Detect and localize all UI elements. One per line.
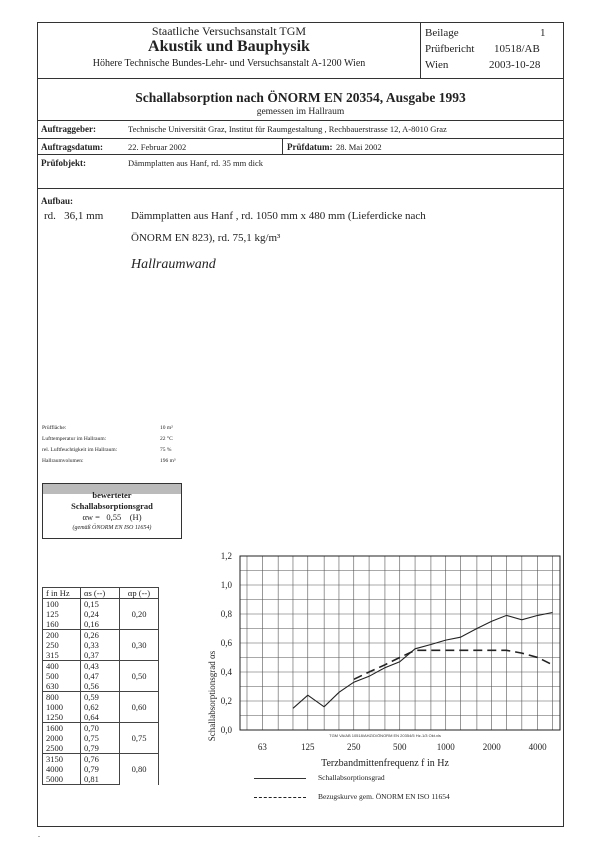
- absorption-chart: [195, 548, 565, 778]
- rating-line-1: bewerteter: [92, 490, 132, 500]
- header-bottom-rule: [37, 78, 564, 79]
- chart-series: [293, 613, 553, 709]
- legend-dashed-line: [254, 797, 306, 798]
- aufbau-thickness: rd. 36,1 mm: [44, 210, 104, 222]
- alpha-s-cell: 0,16: [81, 619, 120, 630]
- frequency-cell: 500: [43, 671, 81, 681]
- alpha-p-cell: 0,75: [120, 723, 159, 754]
- table-row: [43, 599, 159, 610]
- condition-label: Lufttemperatur im Hallraum:: [42, 436, 107, 442]
- frequency-cell: 630: [43, 681, 81, 692]
- auftraggeber-value: Technische Universität Graz, Institut für Raumgestaltung , Rechbauerstrasse 12, A-8010 Graz: [128, 124, 447, 134]
- info-rule-3: [37, 188, 564, 189]
- report-title: Schallabsorption nach ÖNORM EN 20354, Ausgabe 1993: [135, 90, 466, 105]
- alpha-s-cell: 0,64: [81, 712, 120, 723]
- frequency-cell: 1000: [43, 702, 81, 712]
- table-row: [43, 754, 159, 765]
- mounting-type: Hallraumwand: [131, 257, 216, 272]
- x-tick-label: 250: [347, 742, 361, 752]
- page-dot: .: [38, 830, 40, 839]
- frequency-cell: 800: [43, 692, 81, 703]
- chart-grid: [240, 556, 560, 730]
- frequency-cell: 125: [43, 609, 81, 619]
- institute-address: Höhere Technische Bundes-Lehr- und Versuchsanstalt A-1200 Wien: [92, 58, 366, 69]
- alpha-s-cell: 0,79: [81, 764, 120, 774]
- rating-line-2: Schallabsorptionsgrad: [71, 501, 153, 511]
- alpha-s-cell: 0,56: [81, 681, 120, 692]
- table-row: [43, 630, 159, 641]
- alpha-s-cell: 0,33: [81, 640, 120, 650]
- aufbau-description-2: ÖNORM EN 823), rd. 75,1 kg/m³: [131, 232, 281, 244]
- header-alpha-p: αp (--): [120, 588, 159, 599]
- auftraggeber-label: Auftraggeber:: [41, 124, 96, 134]
- frequency-cell: 400: [43, 661, 81, 672]
- frequency-cell: 3150: [43, 754, 81, 765]
- header-frequency: f in Hz: [43, 588, 81, 599]
- table-header-row: [43, 588, 159, 599]
- frequency-cell: 2500: [43, 743, 81, 754]
- alpha-s-cell: 0,26: [81, 630, 120, 641]
- table-row: [43, 661, 159, 672]
- alpha-s-cell: 0,81: [81, 774, 120, 785]
- alpha-s-cell: 0,79: [81, 743, 120, 754]
- chart-x-ticks: [258, 742, 547, 752]
- alpha-s-cell: 0,62: [81, 702, 120, 712]
- condition-value: 75 %: [160, 447, 172, 453]
- header-alpha-s: αs (--): [81, 588, 120, 599]
- condition-value: 10 m²: [160, 425, 173, 431]
- condition-label: rel. Luftfeuchtigkeit im Hallraum:: [42, 447, 118, 453]
- alpha-s-cell: 0,43: [81, 661, 120, 672]
- auftragsdatum-value: 22. Februar 2002: [128, 142, 187, 152]
- y-tick-label: 1,2: [220, 551, 232, 561]
- alpha-p-cell: 0,80: [120, 754, 159, 785]
- table-row: [43, 692, 159, 703]
- alpha-p-cell: 0,50: [120, 661, 159, 692]
- frequency-cell: 200: [43, 630, 81, 641]
- x-tick-label: 2000: [482, 742, 501, 752]
- rating-norm: (gemäß ÖNORM EN ISO 11654): [72, 525, 152, 531]
- beilage-label: Beilage: [425, 27, 459, 39]
- frequency-cell: 160: [43, 619, 81, 630]
- legend-solid-label: Schallabsorptionsgrad: [318, 773, 385, 782]
- wien-label: Wien: [425, 59, 449, 71]
- info-divider: [282, 138, 283, 154]
- y-tick-label: 0,2: [220, 696, 232, 706]
- chart-footer: TGM VA/AB 10518/AHZ/D/ÖNORM EN 20354/5 Hz-1/3 Okt.xls: [329, 733, 441, 738]
- frequency-cell: 1250: [43, 712, 81, 723]
- table-row: [43, 723, 159, 734]
- pruefdatum-label: Prüfdatum:: [287, 142, 333, 152]
- x-tick-label: 63: [257, 742, 267, 752]
- y-tick-label: 0,6: [220, 638, 232, 648]
- alpha-s-cell: 0,76: [81, 754, 120, 765]
- x-tick-label: 500: [392, 742, 407, 752]
- alpha-s-cell: 0,15: [81, 599, 120, 610]
- alpha-s-cell: 0,75: [81, 733, 120, 743]
- legend-solid-line: [254, 778, 306, 779]
- x-tick-label: 4000: [528, 742, 547, 752]
- frequency-cell: 1600: [43, 723, 81, 734]
- alpha-s-cell: 0,37: [81, 650, 120, 661]
- frequency-cell: 100: [43, 599, 81, 610]
- rating-value: αw = 0,55 (H): [82, 512, 142, 522]
- aufbau-description-1: Dämmplatten aus Hanf , rd. 1050 mm x 480 mm (Lieferdicke nach: [131, 210, 426, 222]
- alpha-s-cell: 0,70: [81, 723, 120, 734]
- pruefbericht-value: 10518/AB: [494, 43, 540, 55]
- x-tick-label: 1000: [436, 742, 455, 752]
- pruefobjekt-value: Dämmplatten aus Hanf, rd. 35 mm dick: [128, 158, 264, 168]
- chart-y-ticks: [221, 551, 233, 735]
- y-tick-label: 0,0: [220, 725, 232, 735]
- wien-date: 2003-10-28: [489, 59, 541, 71]
- info-rule-1: [37, 138, 564, 139]
- reference-curve-line: [354, 650, 553, 679]
- condition-value: 22 °C: [160, 436, 173, 442]
- aufbau-label: Aufbau:: [41, 196, 74, 206]
- header-divider: [420, 22, 421, 78]
- title-rule: [37, 120, 564, 121]
- condition-value: 196 m³: [160, 458, 176, 464]
- condition-label: Hallraumvolumen:: [42, 458, 84, 464]
- alpha-p-cell: 0,30: [120, 630, 159, 661]
- alpha-p-cell: 0,20: [120, 599, 159, 630]
- absorption-curve-line: [293, 613, 553, 709]
- condition-label: Prüffläche:: [42, 425, 67, 431]
- alpha-s-cell: 0,59: [81, 692, 120, 703]
- pruefobjekt-label: Prüfobjekt:: [41, 158, 86, 168]
- alpha-s-cell: 0,47: [81, 671, 120, 681]
- alpha-s-cell: 0,24: [81, 609, 120, 619]
- beilage-value: 1: [540, 27, 546, 39]
- rating-box: [42, 483, 182, 539]
- frequency-cell: 5000: [43, 774, 81, 785]
- y-tick-label: 0,4: [220, 667, 232, 677]
- chart-y-label: Schallabsorptionsgrad αs: [207, 650, 217, 742]
- pruefbericht-label: Prüfbericht: [425, 43, 475, 55]
- x-tick-label: 125: [301, 742, 315, 752]
- frequency-cell: 250: [43, 640, 81, 650]
- auftragsdatum-label: Auftragsdatum:: [41, 142, 103, 152]
- department-name: Akustik und Bauphysik: [148, 38, 310, 55]
- y-tick-label: 0,8: [220, 609, 232, 619]
- frequency-cell: 315: [43, 650, 81, 661]
- frequency-cell: 4000: [43, 764, 81, 774]
- report-subtitle: gemessen im Hallraum: [256, 107, 345, 117]
- pruefdatum-value: 28. Mai 2002: [336, 142, 382, 152]
- institute-name: Staatliche Versuchsanstalt TGM: [151, 24, 307, 38]
- alpha-p-cell: 0,60: [120, 692, 159, 723]
- y-tick-label: 1,0: [220, 580, 232, 590]
- chart-x-label: Terzbandmittenfrequenz f in Hz: [321, 758, 449, 769]
- absorption-table: [42, 587, 159, 785]
- legend-dashed-label: Bezugskurve gem. ÖNORM EN ISO 11654: [318, 792, 450, 801]
- info-rule-2: [37, 154, 564, 155]
- frequency-cell: 2000: [43, 733, 81, 743]
